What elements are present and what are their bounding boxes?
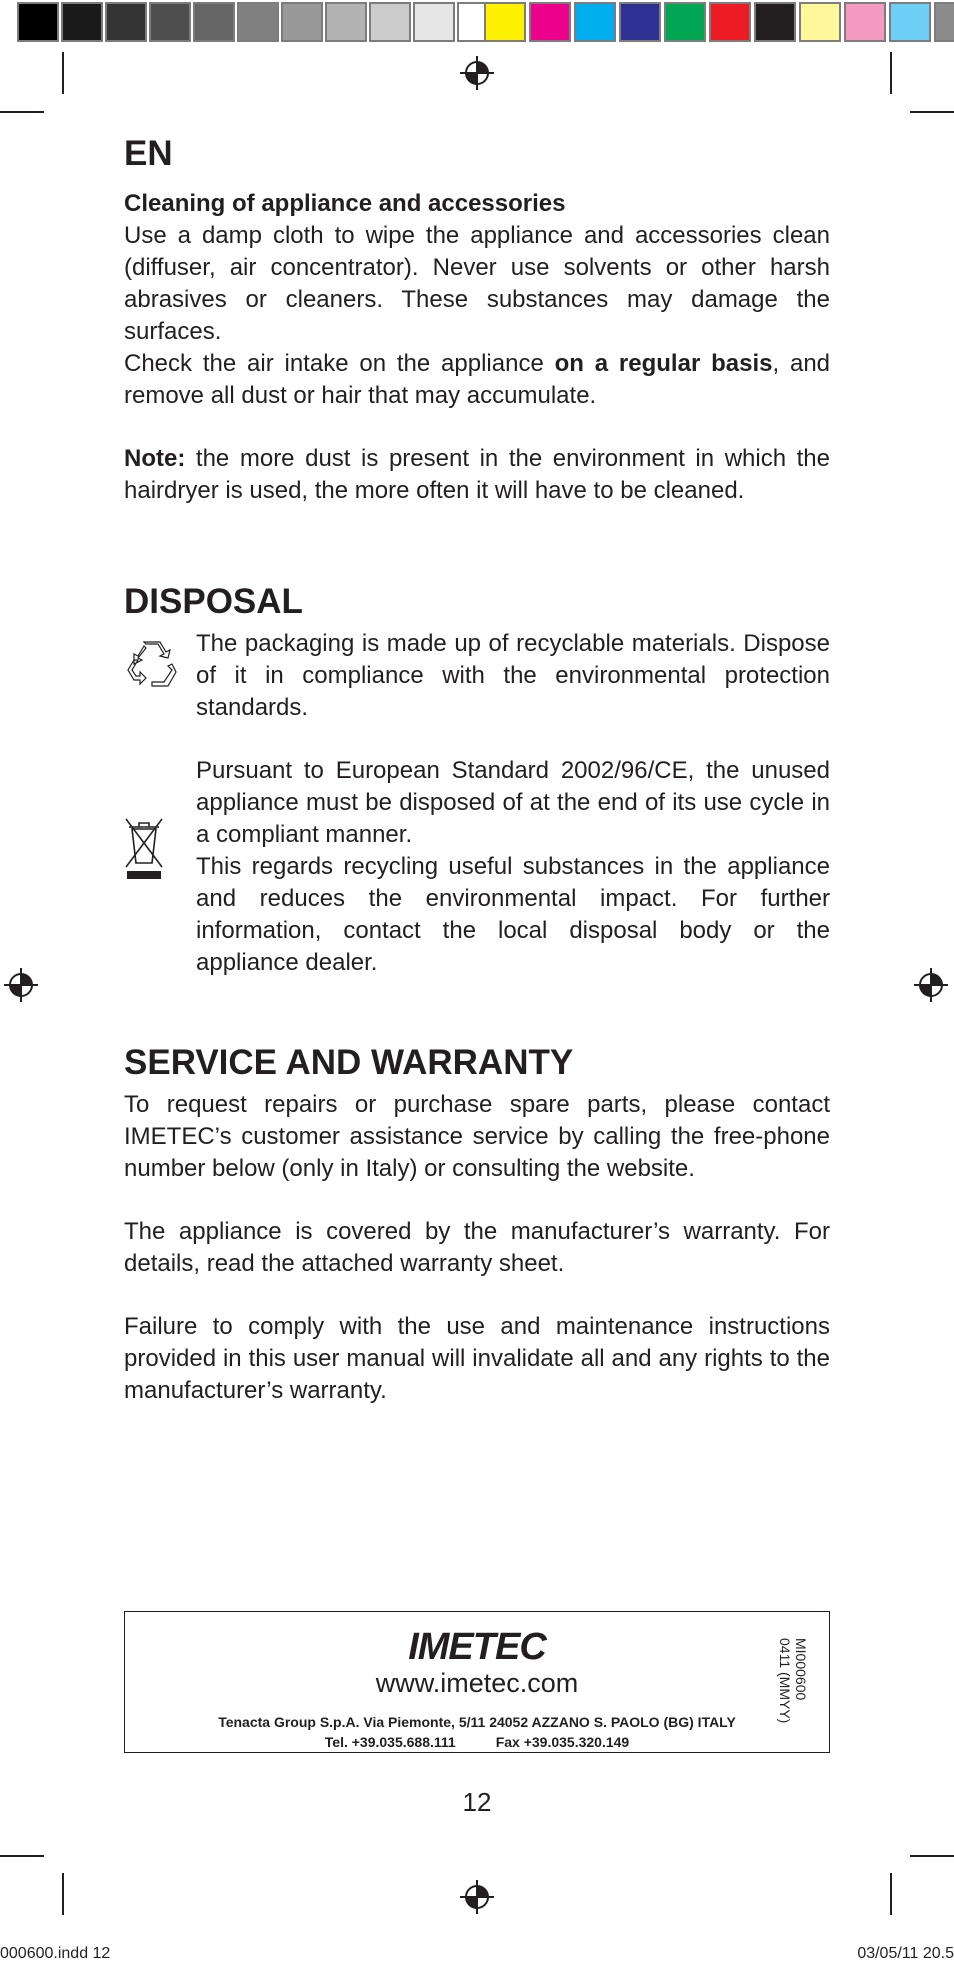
grayscale-color-bar bbox=[17, 2, 501, 42]
color-swatch bbox=[17, 2, 59, 42]
crossed-out-bin-icon bbox=[124, 815, 164, 881]
color-swatch bbox=[369, 2, 411, 42]
registration-mark-icon bbox=[4, 968, 38, 1002]
crop-mark bbox=[62, 52, 64, 94]
registration-mark-icon bbox=[914, 968, 948, 1002]
imetec-logo: IMETEC bbox=[408, 1626, 546, 1668]
crop-mark bbox=[910, 1855, 954, 1857]
registration-mark-icon bbox=[460, 1880, 494, 1914]
crop-mark bbox=[890, 1873, 892, 1915]
color-swatch bbox=[619, 2, 661, 42]
cleaning-section bbox=[124, 134, 830, 507]
crop-mark bbox=[62, 1873, 64, 1915]
language-heading: EN bbox=[124, 134, 173, 173]
color-swatch bbox=[529, 2, 571, 42]
color-swatch bbox=[754, 2, 796, 42]
website-link[interactable]: www.imetec.com bbox=[375, 1668, 579, 1698]
color-swatch bbox=[281, 2, 323, 42]
crop-mark bbox=[890, 52, 892, 94]
color-swatch bbox=[61, 2, 103, 42]
disposal-section bbox=[124, 582, 830, 979]
telephone: Tel. +39.035.688.111 bbox=[324, 1734, 456, 1750]
color-swatch bbox=[237, 2, 279, 42]
color-swatch bbox=[325, 2, 367, 42]
disposal-heading: DISPOSAL bbox=[124, 582, 303, 621]
air-intake-text: Check the air intake on the appliance bbox=[124, 350, 555, 377]
color-swatch bbox=[709, 2, 751, 42]
process-color-bar bbox=[484, 2, 954, 42]
color-swatch bbox=[889, 2, 931, 42]
air-intake-emphasis: on a regular basis bbox=[554, 350, 773, 377]
date-slug: 03/05/11 20.5 bbox=[857, 1945, 954, 1962]
compliance-paragraph: Failure to comply with the use and maintenance instructions provided in this user manual will invalidate all and any rights to the manufacturer’s warranty. bbox=[124, 1313, 830, 1404]
color-swatch bbox=[484, 2, 526, 42]
service-heading: SERVICE AND WARRANTY bbox=[124, 1043, 574, 1082]
directive-paragraph: Pursuant to European Standard 2002/96/CE, the unused appliance must be disposed of at the end of its use cycle in a compliant manner. bbox=[196, 757, 830, 848]
manufacturer-box bbox=[124, 1611, 830, 1753]
note-paragraph bbox=[124, 443, 830, 507]
recycle-icon bbox=[124, 638, 180, 690]
crop-mark bbox=[0, 1855, 44, 1857]
color-swatch bbox=[105, 2, 147, 42]
document-code bbox=[777, 1638, 809, 1724]
cleaning-paragraph: Use a damp cloth to wipe the appliance and accessories clean (diffuser, air concentrator). Never use solvents or other harsh abrasives or cleaners. These substances may damage the surfaces. bbox=[124, 222, 830, 345]
packaging-paragraph: The packaging is made up of recyclable materials. Dispose of it in compliance with the environmental protection standards. bbox=[196, 630, 830, 721]
address-line: Tenacta Group S.p.A. Via Piemonte, 5/11 24052 AZZANO S. PAOLO (BG) ITALY bbox=[218, 1714, 736, 1730]
color-swatch bbox=[193, 2, 235, 42]
color-swatch bbox=[844, 2, 886, 42]
registration-mark-icon bbox=[460, 56, 494, 90]
recycling-paragraph: This regards recycling useful substances in the appliance and reduces the environmental impact. For further information, contact the local disposal body or the appliance dealer. bbox=[196, 853, 830, 976]
color-swatch bbox=[934, 2, 954, 42]
contact-line bbox=[125, 1732, 829, 1752]
color-swatch bbox=[799, 2, 841, 42]
page-number: 12 bbox=[462, 1787, 492, 1817]
crop-mark bbox=[0, 111, 44, 113]
color-swatch bbox=[664, 2, 706, 42]
document-code-date: 0411 (MMYY) bbox=[777, 1638, 793, 1724]
color-swatch bbox=[149, 2, 191, 42]
fax: Fax +39.035.320.149 bbox=[495, 1734, 630, 1750]
file-slug: 000600.indd 12 bbox=[0, 1945, 111, 1962]
air-intake-paragraph bbox=[124, 348, 830, 412]
color-swatch bbox=[413, 2, 455, 42]
air-intake-text-end: , and remove all dust or hair that may accumulate. bbox=[124, 350, 831, 409]
color-swatch bbox=[574, 2, 616, 42]
note-text: the more dust is present in the environment in which the hairdryer is used, the more often it will have to be cleaned. bbox=[124, 445, 830, 504]
cleaning-title: Cleaning of appliance and accessories bbox=[124, 190, 566, 217]
document-code-id: MI000600 bbox=[793, 1638, 809, 1701]
service-section bbox=[124, 1043, 830, 1407]
warranty-paragraph: The appliance is covered by the manufacturer’s warranty. For details, read the attached warranty sheet. bbox=[124, 1218, 830, 1277]
crop-mark bbox=[910, 111, 954, 113]
company-address bbox=[125, 1712, 829, 1752]
note-label: Note: bbox=[124, 445, 186, 472]
repairs-paragraph: To request repairs or purchase spare parts, please contact IMETEC’s customer assistance service by calling the free-phone number below (only in Italy) or consulting the website. bbox=[124, 1091, 830, 1182]
